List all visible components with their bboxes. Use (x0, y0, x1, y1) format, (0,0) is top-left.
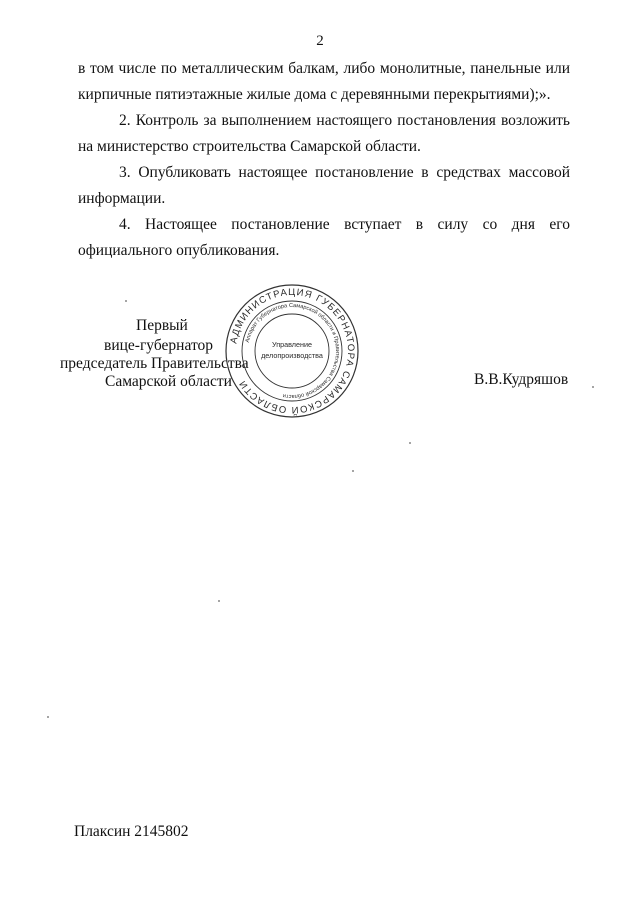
scan-speck (125, 300, 127, 302)
scan-speck (592, 386, 594, 388)
signatory-title-line: Самарской области (105, 373, 232, 390)
seal-outer-text: АДМИНИСТРАЦИЯ ГУБЕРНАТОРА САМАРСКОЙ ОБЛАСТИ (228, 286, 357, 416)
paragraph-3 (78, 160, 570, 212)
page-number: 2 (316, 33, 324, 49)
scan-speck (409, 442, 411, 444)
paragraph-2 (78, 108, 570, 160)
paragraph-continuation (78, 56, 570, 108)
official-seal (224, 283, 360, 419)
seal-inner-text: Аппарат Губернатора Самарской области и Правительства Самарской области (244, 302, 341, 400)
paragraph-line: 4. Настоящее постановление вступает в силу со дня его (119, 216, 570, 233)
paragraph-line: официального опубликования. (78, 242, 280, 259)
paragraph-line: кирпичные пятиэтажные жилые дома с деревянными перекрытиями);». (78, 86, 551, 103)
paragraph-line: информации. (78, 190, 166, 207)
paragraph-line: в том числе по металлическим балкам, либо монолитные, панельные или (78, 60, 570, 77)
executor-footer: Плаксин 2145802 (74, 823, 189, 840)
seal-center-line: делопроизводства (261, 351, 323, 360)
scan-speck (352, 470, 354, 472)
paragraph-4 (78, 212, 570, 264)
scan-speck (47, 716, 49, 718)
paragraph-line: на министерство строительства Самарской области. (78, 138, 421, 155)
seal-center-line: Управление (272, 340, 312, 349)
signatory-name: В.В.Кудряшов (474, 371, 569, 388)
scan-speck (218, 600, 220, 602)
paragraph-line: 2. Контроль за выполнением настоящего постановления возложить (119, 112, 570, 129)
paragraph-line: 3. Опубликовать настоящее постановление в средствах массовой (119, 164, 570, 181)
signatory-title-line: Первый (136, 317, 188, 334)
signatory-title-line: вице-губернатор (104, 337, 214, 354)
signatory-title-line: председатель Правительства (60, 355, 249, 372)
